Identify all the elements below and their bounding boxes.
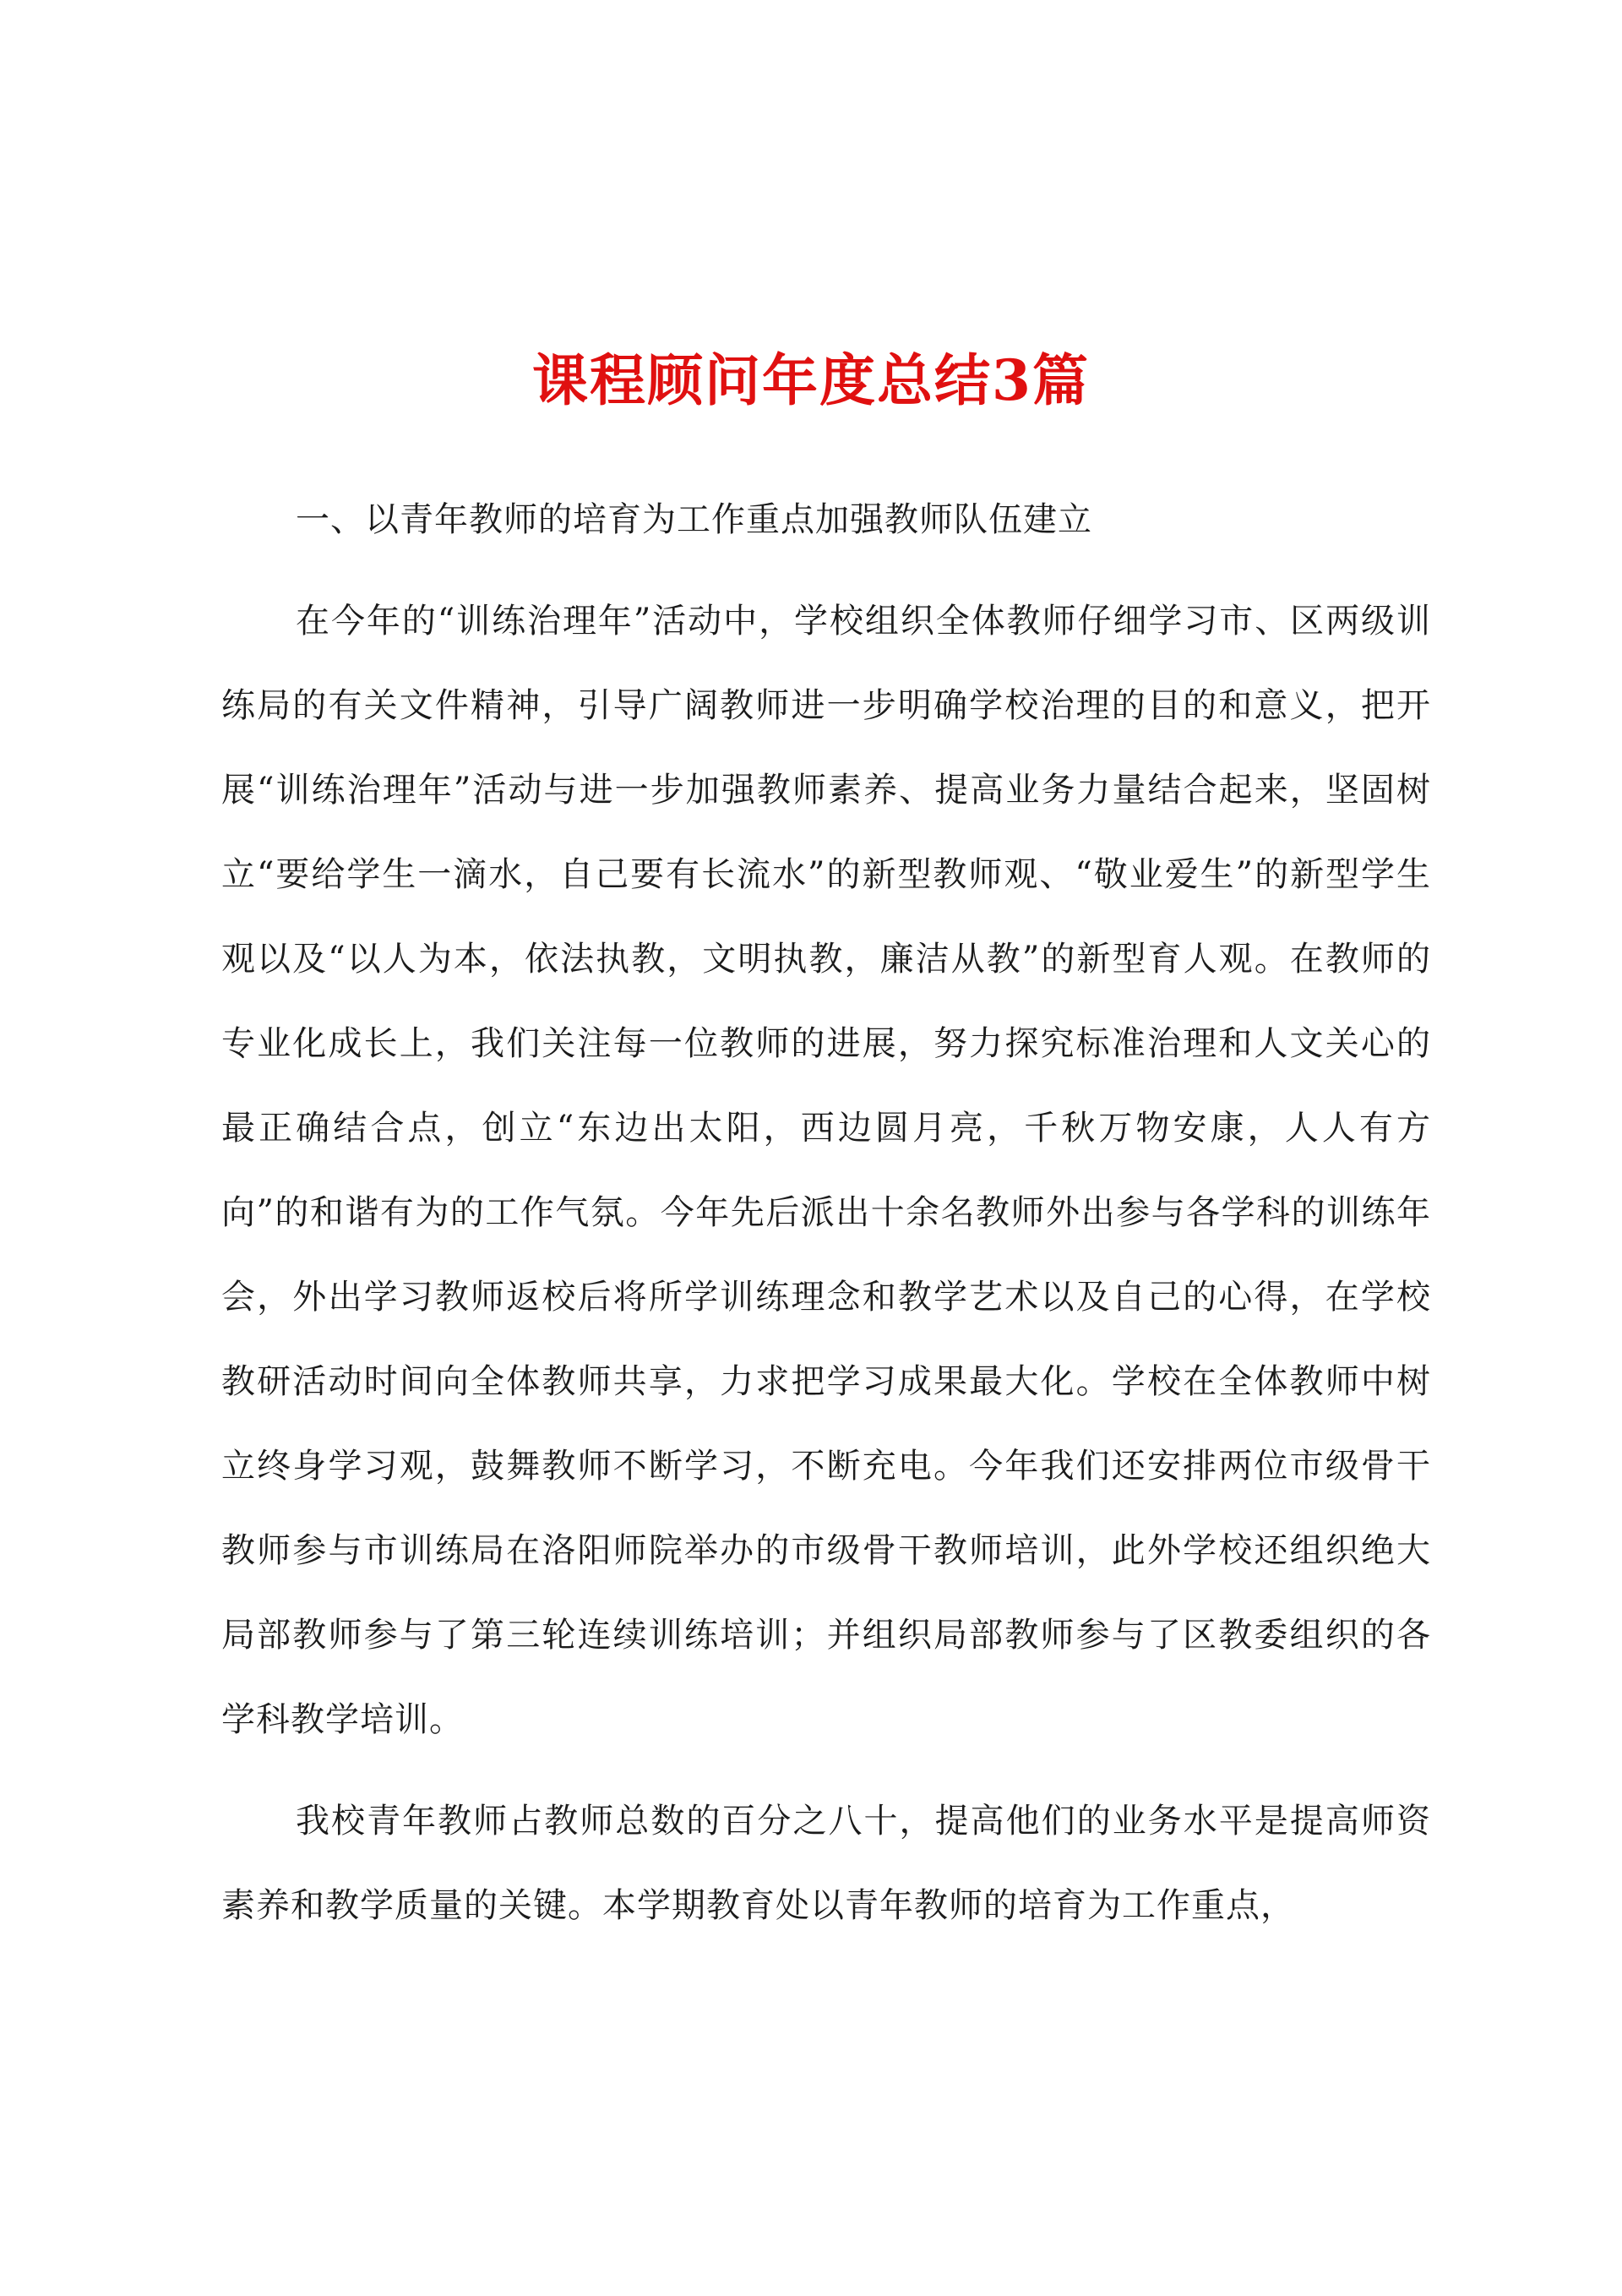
section-heading: 一、以青年教师的培育为工作重点加强教师队伍建立	[296, 500, 1092, 539]
body-paragraph: 在今年的“训练治理年”活动中，学校组织全体教师仔细学习市、区两级训练局的有关文件精神，引导广阔教师进一步明确学校治理的目的和意义，把开展“训练治理年”活动与进一步加强教师素养、提高业务力量结合起来，坚固树立“要给学生一滴水，自己要有长流水”的新型教师观、“敬业爱生”的新型学生观以及“以人为本，依法执教，文明执教，廉洁从教”的新型育人观。在教师的专业化成长上，我们关注每一位教师的进展，努力探究标准治理和人文关心的最正确结合点，创立“东边出太阳，西边圆月亮，千秋万物安康，人人有方向”的和谐有为的工作气氛。今年先后派出十余名教师外出参与各学科的训练年会，外出学习教师返校后将所学训练理念和教学艺术以及自己的心得，在学校教研活动时间向全体教师共享，力求把学习成果最大化。学校在全体教师中树立终身学习观，鼓舞教师不断学习，不断充电。今年我们还安排两位市级骨干教师参与市训练局在洛阳师院举办的市级骨干教师培训，此外学校还组织绝大局部教师参与了第三轮连续训练培训；并组织局部教师参与了区教委组织的各学科教学培训。	[221, 602, 1431, 1739]
document-body	[221, 490, 1431, 1948]
document-title: 课程顾问年度总结3篇	[532, 347, 1090, 413]
body-paragraph: 我校青年教师占教师总数的百分之八十，提高他们的业务水平是提高师资素养和教学质量的关键。本学期教育处以青年教师的培育为工作重点，	[221, 1802, 1431, 1925]
